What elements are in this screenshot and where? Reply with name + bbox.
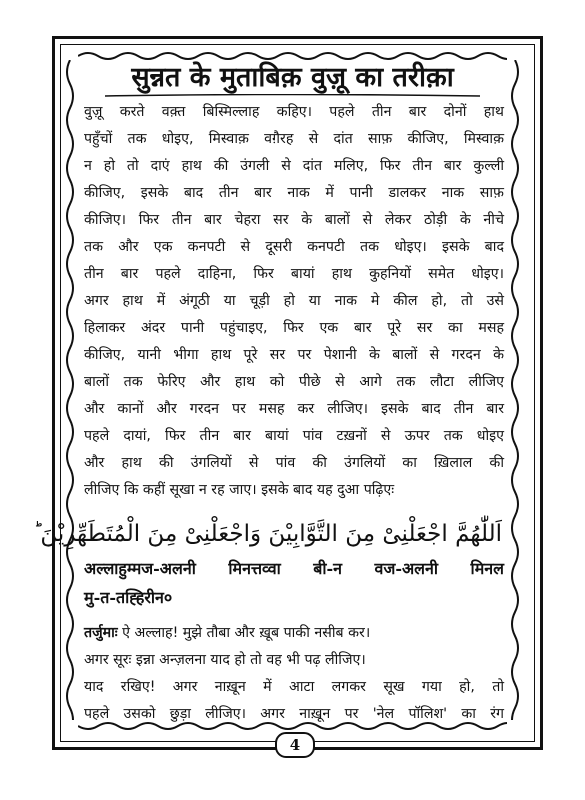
body-paragraph-2 [84,620,504,728]
right-border-ornament [509,60,521,720]
tarjuma-text: ऐ अल्लाह! मुझे तौबा और ख़ूब पाकी नसीब कर। [117,625,371,641]
text-line: पहले दायां, फिर तीन बार बायां पांव टख़नों से ऊपर तक धोइए [84,428,504,444]
text-line: तक और एक कनपटी से दूसरी कनपटी तक धोइए। इसके बाद [84,239,504,255]
page-title: सुन्नत के मुताबिक़ वुज़ू का तरीक़ा [131,62,454,93]
text-line: न हो तो दाएं हाथ की उंगली से दांत मलिए, फिर तीन बार कुल्ली [84,158,504,174]
text-line: और हाथ की उंगलियों से पांव की उंगलियों का ख़िलाल की [84,455,504,471]
page-number: 4 [275,732,315,758]
text-line: तीन बार पहले दाहिना, फिर बायां हाथ कुहनियों समेत धोइए। [84,266,504,282]
text-line: अगर हाथ में अंगूठी या चूड़ी हो या नाक मे कील हो, तो उसे [84,293,504,309]
text-line: याद रखिए! अगर नाख़ून में आटा लगकर सूख गया हो, तो [84,679,504,695]
title-swash-underline [105,94,480,98]
body-paragraph-1 [84,99,504,504]
text-line: हिलाकर अंदर पानी पहुंचाइए, फिर एक बार पूरे सर का मसह [84,320,504,336]
text-line: बालों तक फेरिए और हाथ को पीछे से आगे तक लौटा लीजिए [84,374,504,390]
arabic-dua: اَللّٰهُمَّ اجْعَلْنِیْ مِنَ التَّوَّابِیْنَ وَاجْعَلْنِیْ مِنَ الْمُتَطَهِّرِیْنَ ؕ [33,521,502,547]
dua-transliteration-line-1: अल्लाहुम्मज-अलनी मिनत्तव्वा बी-न वज-अलनी मिनल [84,559,504,578]
dua-transliteration-line-2: मु-त-तह्हिरीन० [84,588,173,607]
text-line: और कानों और गरदन पर मसह कर लीजिए। इसके बाद तीन बार [84,401,504,417]
text-line: पहले उसको छुड़ा लीजिए। अगर नाख़ून पर 'नेल पॉलिश' का रंग [84,706,504,722]
text-line: कीजिए। फिर तीन बार चेहरा सर के बालों से लेकर ठोड़ी के नीचे [84,212,504,228]
text-line: पहुँचों तक धोइए, मिस्वाक़ वग़ैरह से दांत साफ़ कीजिए, मिस्वाक़ [84,131,504,147]
left-border-ornament [64,60,76,720]
tarjuma-line [84,620,504,647]
text-line: कीजिए, इसके बाद तीन बार नाक में पानी डालकर नाक साफ़ [84,185,504,201]
text-line: वुज़ू करते वक़्त बिस्मिल्लाह कहिए। पहले तीन बार दोनों हाथ [84,104,504,120]
text-line: कीजिए, यानी भीगा हाथ पूरे सर पर पेशानी के बालों से गरदन के [84,347,504,363]
tarjuma-label: तर्जुमाः [84,625,118,641]
text-line: लीजिए कि कहीं सूखा न रह जाए। इसके बाद यह दुआ पढ़िएः [84,482,395,498]
text-line: अगर सूरः इन्ना अन्ज़लना याद हो तो वह भी पढ़ लीजिए। [84,652,366,668]
